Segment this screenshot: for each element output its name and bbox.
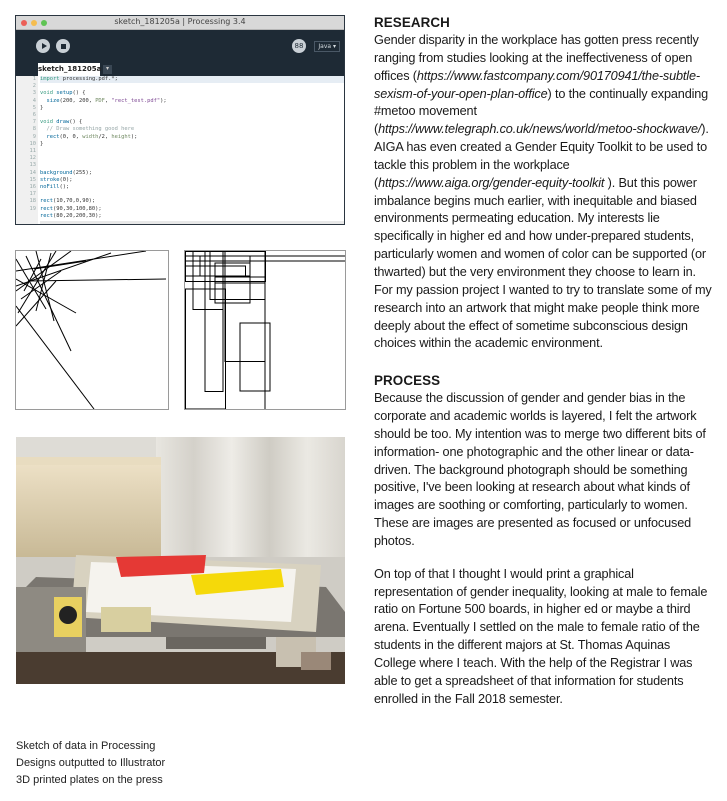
tab-sketch[interactable]: sketch_181205a [38, 63, 100, 76]
press-photo-illustration [16, 437, 345, 684]
line-number: 1 [32, 76, 36, 82]
line-sketch-drawing [16, 251, 168, 409]
line-number: 18 [29, 198, 36, 205]
line-number: 14 [29, 169, 36, 176]
line-number: 4 [32, 97, 36, 104]
processing-toolbar [16, 30, 344, 63]
caption-press: 3D printed plates on the press [16, 774, 163, 786]
window-title: sketch_181205a | Processing 3.4 [114, 17, 246, 26]
process-heading: PROCESS [374, 373, 441, 389]
caption-illustrator: Designs outputted to Illustrator [16, 757, 166, 769]
press-plates-photo [16, 437, 345, 684]
line-number: 10 [29, 140, 36, 147]
line-number: 2 [32, 83, 36, 90]
line-number: 13 [29, 162, 36, 169]
mode-selector[interactable]: Java ▾ [314, 41, 340, 52]
process-paragraph-1: Because the discussion of gender and gender bias in the corporate and academic worlds is layered, I felt the artwork should be too. My intention was to merge two different bits of information- one photographic and the other linear or data-driven. The background photograph should be something positive, I've been looking at research about what kinds of images are soothing or comforting, particularly to women. These are images are presented as focused or unfocused photos. [374, 391, 706, 548]
link-fastcompany[interactable]: https://www.fastcompany.com/90170941/the-subtle-sexism-of-your-open-plan-office [374, 68, 700, 101]
research-paragraph: Gender disparity in the workplace has gotten press recently ranging from studies looking at the ineffectiveness of open offices (https://www.fastcompany.com/90170941/the-subtle-sexism-of-your-open-plan-office) to the continually expanding #metoo movement (https://www.telegraph.co.uk/news/world/metoo-shockwave/). AIGA has even created a Gender Equity Toolkit to be used to tackle this problem in the workplace (https://www.aiga.org/gender-equity-toolkit ). But this power imbalance begins much earlier, with inequitable and biased environments permeating education. My interests lie specifically in higher ed and how under-prepared students, particularly women and women of color can be supported (or thwarted) but the very environment they choose to learn in. For my passion project I wanted to try to translate some of my research into an artwork that might make people think more deeply about the effect of sometime subconscious design choices within the academic environment. [374, 33, 712, 351]
link-telegraph[interactable]: https://www.telegraph.co.uk/news/world/metoo-shockwave/ [378, 122, 702, 137]
run-button[interactable] [36, 39, 50, 53]
line-number-gutter [16, 76, 38, 224]
figure-captions [16, 738, 165, 789]
line-number: 15 [29, 176, 36, 183]
line-number: 8 [32, 126, 36, 133]
code-text: import processing.pdf.*; void setup() { size(200, 200, PDF, "rect_test.pdf"); } void draw() { // Draw something good here rect(0, 0, width/2, height); } background(255); stroke(0); noFill(); rect(10,70,0,90); rect(90,30,100,80); rect(80,20,200,30); [40, 76, 344, 220]
line-number: 6 [32, 112, 36, 119]
caption-processing: Sketch of data in Processing [16, 740, 156, 752]
line-number: 3 [32, 90, 36, 97]
line-sketch-output [15, 250, 169, 410]
line-number: 12 [29, 155, 36, 162]
debug-button[interactable]: 88 [292, 39, 306, 53]
link-aiga[interactable]: https://www.aiga.org/gender-equity-toolkit [378, 175, 605, 190]
rect-sketch-output [184, 250, 346, 410]
code-editor[interactable] [16, 76, 344, 224]
line-number: 5 [32, 104, 36, 111]
processing-ide-screenshot [15, 15, 345, 225]
rect-sketch-drawing [185, 251, 345, 409]
horizontal-scrollbar[interactable] [40, 221, 344, 224]
line-number: 9 [32, 133, 36, 140]
window-titlebar [16, 16, 344, 30]
line-number: 19 [29, 205, 36, 212]
line-number: 16 [29, 184, 36, 191]
tab-menu-arrow-icon[interactable]: ▾ [103, 65, 112, 74]
text-column [374, 13, 712, 709]
stop-button[interactable] [56, 39, 70, 53]
line-number: 7 [32, 119, 36, 126]
sketch-tabs [16, 63, 344, 76]
line-number: 11 [29, 148, 36, 155]
research-heading: RESEARCH [374, 15, 450, 30]
line-number: 17 [29, 191, 36, 198]
process-paragraph-2: On top of that I thought I would print a graphical representation of gender inequality, looking at male to female ratio on Fortune 500 boards, in higher ed or maybe a third arena. Eventually I settled on the male to female ratio of the students in the different majors at St. Thomas Aquinas College where I teach. With the help of the Registrar I was able to get a spreadsheet of that information for students enrolled in the Fall 2018 semester. [374, 566, 708, 706]
